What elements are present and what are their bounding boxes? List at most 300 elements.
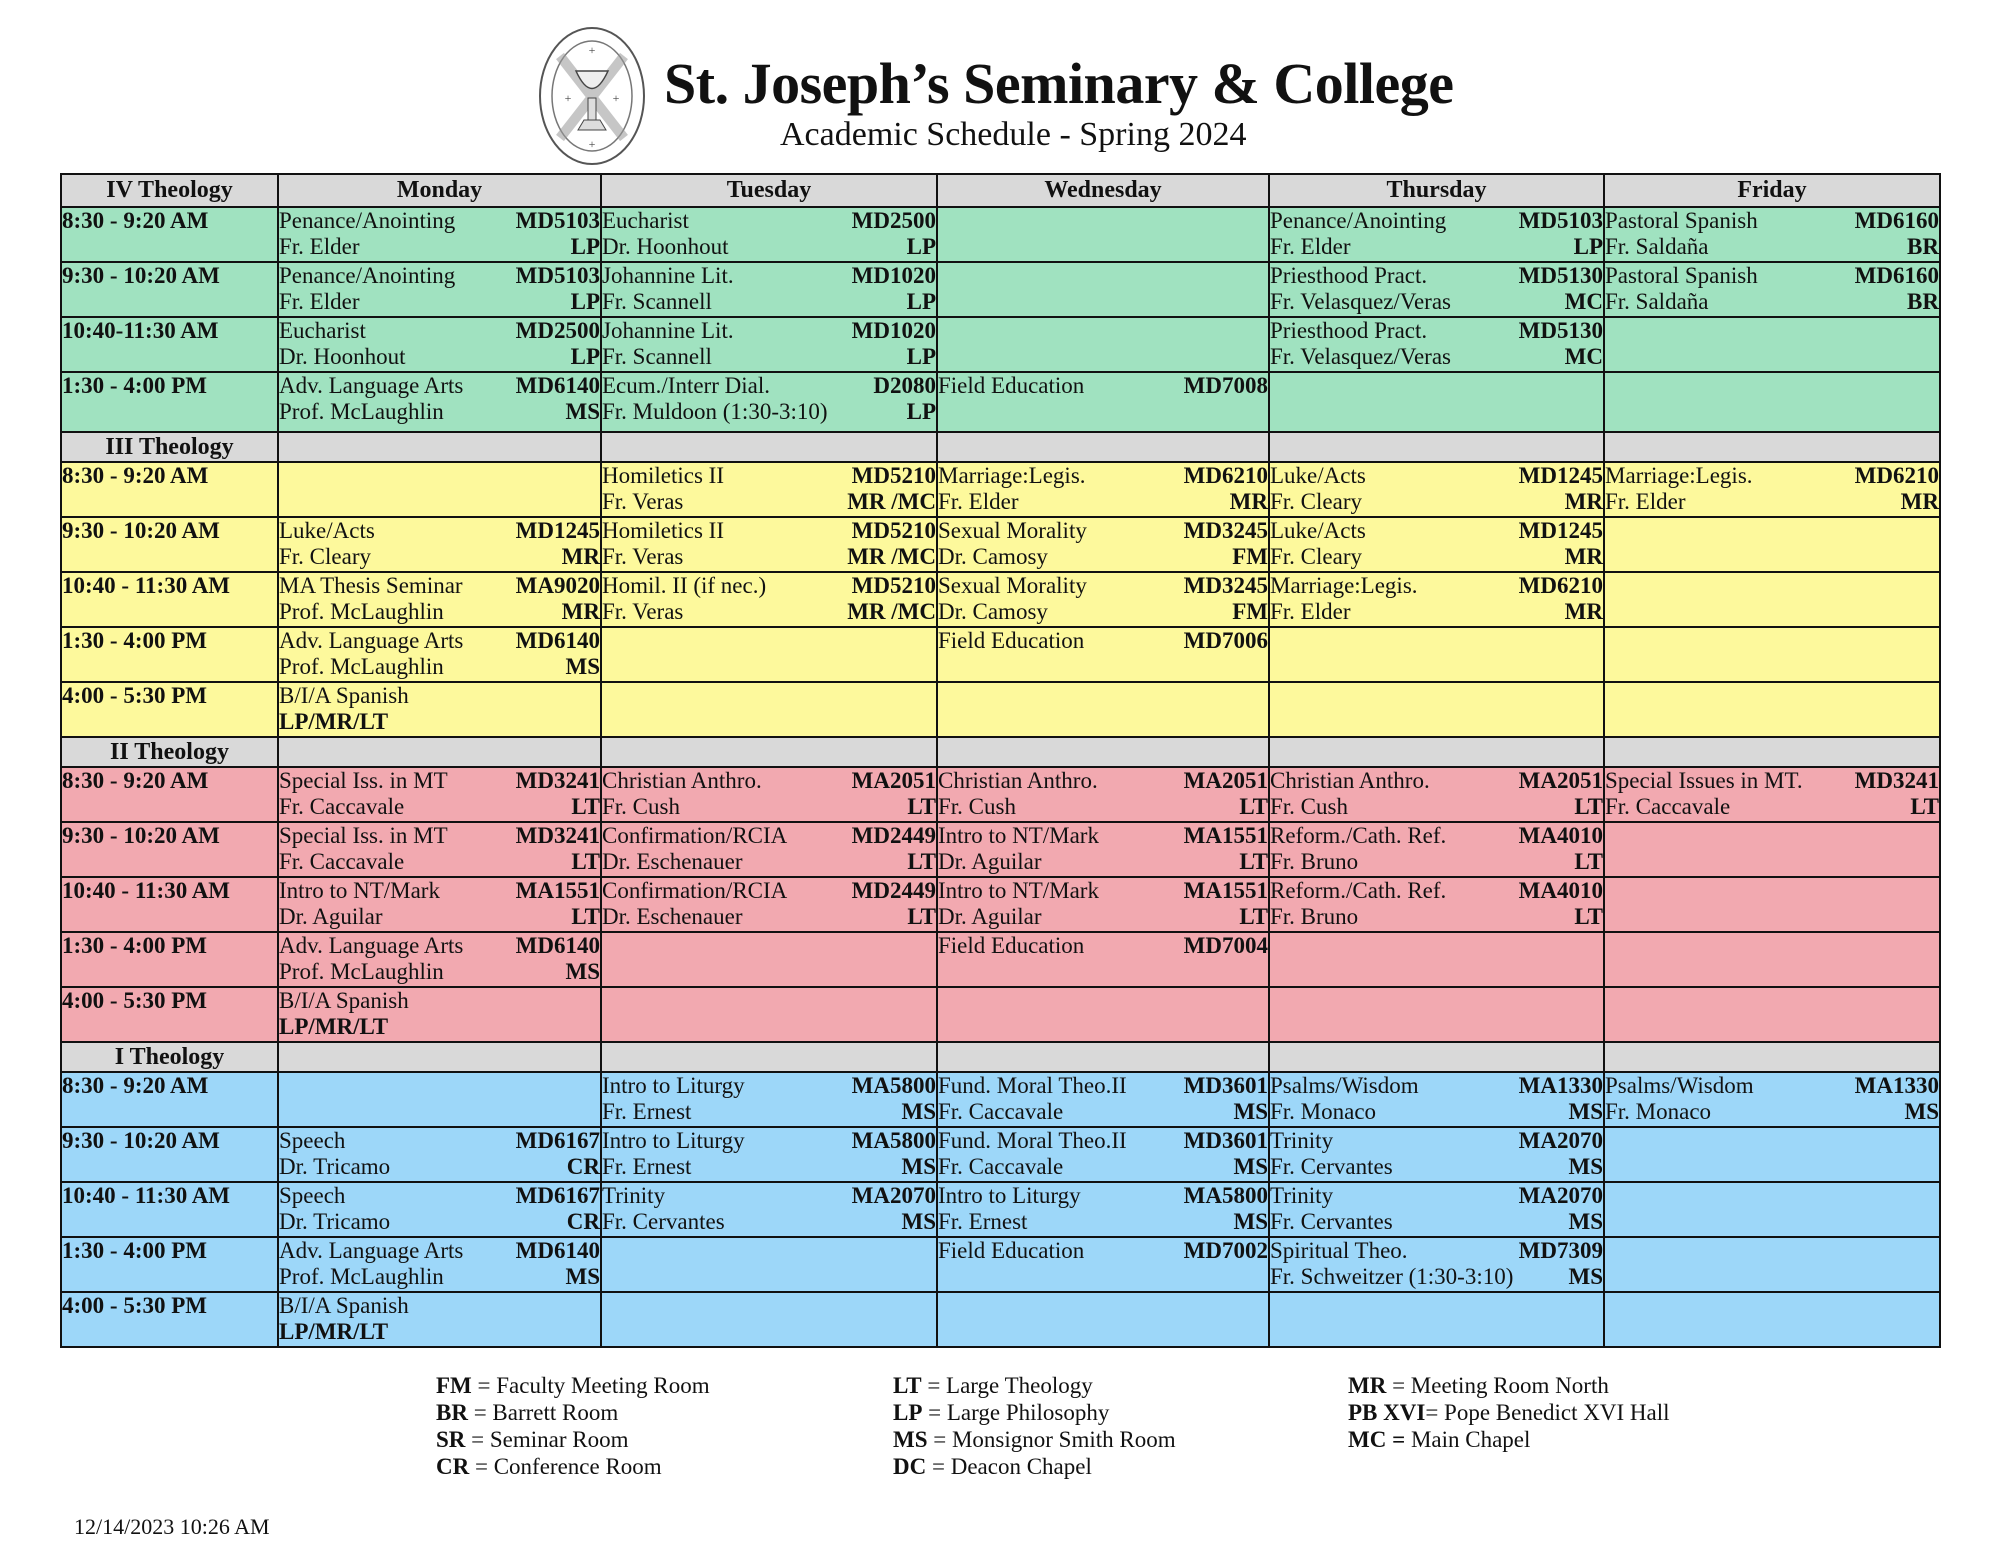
- empty-cell: [601, 987, 937, 1042]
- course-code: MA1551: [1183, 823, 1268, 848]
- room-code: LT: [1910, 794, 1939, 819]
- course-code: MD1020: [851, 318, 936, 343]
- course-code: MD1245: [1518, 463, 1603, 488]
- course-cell: [937, 1182, 1269, 1237]
- course-code: MD1245: [515, 518, 600, 543]
- course-code: MA5800: [1183, 1183, 1268, 1208]
- room-code: MS: [1568, 1154, 1603, 1179]
- instructor-line: [1270, 1209, 1603, 1235]
- course-name: Spiritual Theo.: [1270, 1238, 1408, 1263]
- course-cell: [1269, 822, 1604, 877]
- schedule-table: [60, 173, 1941, 1348]
- time-slot: 8:30 - 9:20 AM: [61, 767, 278, 822]
- room-code: BR: [1907, 234, 1939, 259]
- instructor-name: Fr. Elder: [279, 234, 360, 259]
- instructor-name: Fr. Elder: [1270, 234, 1351, 259]
- instructor-line: [602, 489, 936, 515]
- course-line: [279, 263, 600, 289]
- instructor-line: [602, 399, 936, 425]
- instructor-name: Fr. Bruno: [1270, 904, 1359, 929]
- course-line: [1270, 463, 1603, 489]
- instructor-line: [279, 289, 600, 315]
- course-line: [279, 518, 600, 544]
- section-header-blank: [278, 1042, 601, 1072]
- instructor-name: Fr. Caccavale: [1605, 794, 1731, 819]
- empty-cell: [1269, 1292, 1604, 1347]
- instructor-name: Prof. McLaughlin: [279, 1264, 444, 1289]
- room-code: LP: [1573, 234, 1603, 259]
- course-line: [279, 1128, 600, 1154]
- instructor-line: [279, 849, 600, 875]
- legend-abbr: BR: [436, 1400, 468, 1425]
- instructor-line: [1605, 489, 1939, 515]
- legend-item: [893, 1453, 1176, 1480]
- schedule-row: [61, 572, 1940, 627]
- course-code: MD1245: [1518, 518, 1603, 543]
- instructor-line: [602, 544, 936, 570]
- room-codes: LP/MR/LT: [279, 1014, 389, 1039]
- instructor-name: Dr. Aguilar: [938, 849, 1042, 874]
- instructor-line: [279, 599, 600, 625]
- time-slot: 9:30 - 10:20 AM: [61, 822, 278, 877]
- instructor-name: Prof. McLaughlin: [279, 399, 444, 424]
- room-code: LT: [1574, 849, 1603, 874]
- course-cell: [1604, 262, 1940, 317]
- instructor-line: [1270, 599, 1603, 625]
- course-code: MD7006: [1183, 628, 1268, 653]
- course-code: MD7008: [1183, 373, 1268, 398]
- empty-cell: [278, 462, 601, 517]
- instructor-name: Dr. Camosy: [938, 599, 1048, 624]
- course-name: Special Iss. in MT: [279, 823, 448, 848]
- day-header: Monday: [278, 174, 601, 207]
- course-code: MD5103: [1518, 208, 1603, 233]
- instructor-name: Fr. Velasquez/Veras: [1270, 289, 1451, 314]
- course-line: [1270, 1128, 1603, 1154]
- section-header-row: [61, 432, 1940, 462]
- legend-item: [436, 1399, 710, 1426]
- course-name: Christian Anthro.: [938, 768, 1098, 793]
- instructor-line: [938, 794, 1268, 820]
- instructor-line: [1605, 289, 1939, 315]
- time-slot: 10:40 - 11:30 AM: [61, 877, 278, 932]
- section-header-blank: [1604, 432, 1940, 462]
- instructor-name: Dr. Hoonhout: [279, 344, 406, 369]
- course-code: MD6167: [515, 1128, 600, 1153]
- course-name: Trinity: [1270, 1183, 1334, 1208]
- course-cell: [937, 1127, 1269, 1182]
- room-code: MR: [1564, 599, 1603, 624]
- legend-meaning: = Faculty Meeting Room: [471, 1373, 710, 1398]
- course-cell: [1269, 462, 1604, 517]
- legend-abbr: MC =: [1348, 1427, 1406, 1452]
- course-cell: [278, 1127, 601, 1182]
- instructor-name: Dr. Camosy: [938, 544, 1048, 569]
- instructor-line: [279, 904, 600, 930]
- legend-abbr: LP: [893, 1400, 923, 1425]
- empty-cell: [1269, 932, 1604, 987]
- empty-cell: [1604, 822, 1940, 877]
- time-slot: 4:00 - 5:30 PM: [61, 682, 278, 737]
- course-code: MA5800: [851, 1128, 936, 1153]
- course-cell: [601, 572, 937, 627]
- legend-meaning: = Large Theology: [921, 1373, 1093, 1398]
- course-line: [1270, 1238, 1603, 1264]
- empty-cell: [1604, 1292, 1940, 1347]
- instructor-name: Dr. Aguilar: [279, 904, 383, 929]
- room-code: MS: [565, 654, 600, 679]
- course-line: [279, 208, 600, 234]
- course-line: [279, 1293, 600, 1319]
- instructor-name: Fr. Cleary: [279, 544, 371, 569]
- course-name: Speech: [279, 1183, 346, 1208]
- course-code: MD5210: [851, 518, 936, 543]
- course-name: Confirmation/RCIA: [602, 878, 788, 903]
- instructor-line: [602, 599, 936, 625]
- course-cell: [937, 572, 1269, 627]
- room-code: MC: [1564, 344, 1603, 369]
- schedule-row: [61, 1237, 1940, 1292]
- course-cell: [601, 822, 937, 877]
- svg-text:+: +: [588, 137, 596, 151]
- schedule-row: [61, 682, 1940, 737]
- course-name: Adv. Language Arts: [279, 933, 464, 958]
- course-cell: [601, 517, 937, 572]
- room-code: LP: [570, 344, 600, 369]
- instructor-line: [1270, 489, 1603, 515]
- legend-column-3: [1348, 1372, 1670, 1453]
- room-code: MR: [1900, 489, 1939, 514]
- course-name: Field Education: [938, 933, 1085, 958]
- course-code: MD7002: [1183, 1238, 1268, 1263]
- instructor-line: [1270, 344, 1603, 370]
- course-cell: [1269, 1127, 1604, 1182]
- room-code: MS: [901, 1209, 936, 1234]
- room-codes: LP/MR/LT: [279, 709, 389, 734]
- empty-cell: [1604, 1182, 1940, 1237]
- empty-cell: [1269, 372, 1604, 432]
- schedule-row: [61, 517, 1940, 572]
- instructor-line: [602, 849, 936, 875]
- instructor-line: [938, 599, 1268, 625]
- course-line: [1270, 573, 1603, 599]
- legend-meaning: = Monsignor Smith Room: [927, 1427, 1176, 1452]
- course-cell: [937, 372, 1269, 432]
- instructor-line: [279, 1154, 600, 1180]
- section-header-row: [61, 174, 1940, 207]
- instructor-line: [1270, 849, 1603, 875]
- course-code: MA4010: [1518, 823, 1603, 848]
- legend-column-2: [893, 1372, 1176, 1480]
- course-line: [602, 1128, 936, 1154]
- course-cell: [278, 627, 601, 682]
- instructor-name: Fr. Scannell: [602, 344, 712, 369]
- time-slot: 1:30 - 4:00 PM: [61, 372, 278, 432]
- room-code: LT: [571, 794, 600, 819]
- course-line: [938, 933, 1268, 959]
- course-code: MD6210: [1518, 573, 1603, 598]
- course-line: [279, 988, 600, 1014]
- instructor-line: [279, 1209, 600, 1235]
- instructor-line: [1270, 544, 1603, 570]
- course-name: Johannine Lit.: [602, 263, 734, 288]
- course-cell: [278, 877, 601, 932]
- section-header-blank: [601, 432, 937, 462]
- course-name: Priesthood Pract.: [1270, 318, 1428, 343]
- course-cell: [937, 822, 1269, 877]
- course-line: [279, 1183, 600, 1209]
- course-line: [602, 823, 936, 849]
- room-code: LP: [570, 289, 600, 314]
- course-code: MA5800: [851, 1073, 936, 1098]
- course-line: [279, 823, 600, 849]
- course-name: Penance/Anointing: [279, 208, 456, 233]
- room-code: LT: [1239, 849, 1268, 874]
- course-code: MD6160: [1854, 263, 1939, 288]
- instructor-line: [602, 1099, 936, 1125]
- time-slot: 4:00 - 5:30 PM: [61, 987, 278, 1042]
- instructor-line: [279, 399, 600, 425]
- course-code: MD2449: [851, 823, 936, 848]
- course-cell: [278, 987, 601, 1042]
- empty-cell: [937, 262, 1269, 317]
- course-cell: [1269, 317, 1604, 372]
- course-line: [602, 573, 936, 599]
- course-line: [602, 1073, 936, 1099]
- course-name: Intro to Liturgy: [602, 1073, 745, 1098]
- course-line: [938, 573, 1268, 599]
- legend-item: [436, 1372, 710, 1399]
- instructor-line: [1270, 794, 1603, 820]
- course-name: Intro to Liturgy: [602, 1128, 745, 1153]
- room-code: MS: [901, 1099, 936, 1124]
- day-header: Thursday: [1269, 174, 1604, 207]
- empty-cell: [1604, 1127, 1940, 1182]
- course-code: MA2070: [1518, 1128, 1603, 1153]
- room-code: MS: [565, 959, 600, 984]
- room-code: LT: [907, 849, 936, 874]
- course-line: [602, 208, 936, 234]
- course-name: Psalms/Wisdom: [1270, 1073, 1419, 1098]
- course-code: MA2070: [1518, 1183, 1603, 1208]
- time-slot: 8:30 - 9:20 AM: [61, 1072, 278, 1127]
- section-header-blank: [937, 1042, 1269, 1072]
- course-line: [1270, 878, 1603, 904]
- course-line: [938, 1073, 1268, 1099]
- course-name: Homil. II (if nec.): [602, 573, 767, 598]
- section-header-row: [61, 1042, 1940, 1072]
- instructor-name: Fr. Cush: [938, 794, 1016, 819]
- course-name: Christian Anthro.: [602, 768, 762, 793]
- course-cell: [937, 932, 1269, 987]
- instructor-line: [602, 344, 936, 370]
- room-code: MS: [1568, 1264, 1603, 1289]
- room-codes: LP/MR/LT: [279, 1319, 389, 1344]
- instructor-line: [1270, 904, 1603, 930]
- instructor-name: Fr. Muldoon (1:30-3:10): [602, 399, 828, 424]
- document-header: [0, 0, 2000, 170]
- course-cell: [278, 572, 601, 627]
- course-line: [602, 373, 936, 399]
- course-name: Psalms/Wisdom: [1605, 1073, 1754, 1098]
- time-slot: 8:30 - 9:20 AM: [61, 207, 278, 262]
- schedule-row: [61, 932, 1940, 987]
- course-name: Speech: [279, 1128, 346, 1153]
- instructor-line: [938, 1099, 1268, 1125]
- course-cell: [601, 1182, 937, 1237]
- course-name: Johannine Lit.: [602, 318, 734, 343]
- empty-cell: [1269, 987, 1604, 1042]
- time-slot: 4:00 - 5:30 PM: [61, 1292, 278, 1347]
- legend-item: [893, 1399, 1176, 1426]
- course-cell: [937, 627, 1269, 682]
- instructor-name: Fr. Cush: [1270, 794, 1348, 819]
- instructor-line: [1270, 1099, 1603, 1125]
- instructor-line: [602, 289, 936, 315]
- course-line: [1270, 1073, 1603, 1099]
- instructor-name: Fr. Caccavale: [938, 1154, 1064, 1179]
- room-code: MR: [1564, 489, 1603, 514]
- empty-cell: [278, 1072, 601, 1127]
- instructor-line: [938, 544, 1268, 570]
- course-code: MA4010: [1518, 878, 1603, 903]
- course-line: [279, 933, 600, 959]
- section-header-blank: [1269, 432, 1604, 462]
- course-code: MA1330: [1518, 1073, 1603, 1098]
- legend-meaning: = Meeting Room North: [1386, 1373, 1609, 1398]
- instructor-name: Fr. Cleary: [1270, 544, 1362, 569]
- course-name: Special Iss. in MT: [279, 768, 448, 793]
- course-name: Intro to Liturgy: [938, 1183, 1081, 1208]
- course-code: MD3601: [1183, 1128, 1268, 1153]
- instructor-name: Dr. Eschenauer: [602, 849, 743, 874]
- course-line: [1270, 208, 1603, 234]
- legend-meaning: = Barrett Room: [467, 1400, 619, 1425]
- course-line: [1605, 768, 1939, 794]
- empty-cell: [1604, 372, 1940, 432]
- course-name: Luke/Acts: [1270, 518, 1366, 543]
- course-line: [279, 1238, 600, 1264]
- legend-abbr: DC: [893, 1454, 927, 1479]
- course-cell: [278, 1292, 601, 1347]
- course-line: [1605, 208, 1939, 234]
- instructor-name: Fr. Bruno: [1270, 849, 1359, 874]
- room-code: LP: [570, 234, 600, 259]
- instructor-line: [1270, 289, 1603, 315]
- course-code: MA2051: [1183, 768, 1268, 793]
- room-code: LP: [906, 234, 936, 259]
- instructor-name: Fr. Elder: [938, 489, 1019, 514]
- course-line: [938, 1128, 1268, 1154]
- course-cell: [278, 932, 601, 987]
- instructor-name: Fr. Caccavale: [279, 849, 405, 874]
- section-header-blank: [1604, 737, 1940, 767]
- instructor-name: Fr. Saldaña: [1605, 289, 1709, 314]
- course-line: [938, 518, 1268, 544]
- time-slot: 1:30 - 4:00 PM: [61, 627, 278, 682]
- instructor-line: [938, 489, 1268, 515]
- instructor-name: Fr. Monaco: [1270, 1099, 1377, 1124]
- section-header-blank: [601, 737, 937, 767]
- empty-cell: [1604, 932, 1940, 987]
- instructor-line: [938, 1209, 1268, 1235]
- instructor-name: Fr. Ernest: [938, 1209, 1028, 1234]
- legend-meaning: = Seminar Room: [465, 1427, 629, 1452]
- course-name: Luke/Acts: [279, 518, 375, 543]
- section-header-blank: [278, 432, 601, 462]
- course-name: Eucharist: [279, 318, 366, 343]
- day-header: Wednesday: [937, 174, 1269, 207]
- room-code: MS: [1233, 1099, 1268, 1124]
- day-header: Friday: [1604, 174, 1940, 207]
- instructor-name: Prof. McLaughlin: [279, 959, 444, 984]
- empty-cell: [1269, 682, 1604, 737]
- course-cell: [1269, 572, 1604, 627]
- room-code: MR /MC: [847, 599, 936, 624]
- course-code: MD3241: [515, 823, 600, 848]
- room-code: MC: [1564, 289, 1603, 314]
- legend-meaning: = Deacon Chapel: [926, 1454, 1092, 1479]
- time-slot: 1:30 - 4:00 PM: [61, 932, 278, 987]
- course-cell: [601, 317, 937, 372]
- course-name: Luke/Acts: [1270, 463, 1366, 488]
- instructor-line: [279, 1264, 600, 1290]
- svg-text:+: +: [564, 91, 572, 105]
- course-cell: [937, 517, 1269, 572]
- course-line: [1605, 263, 1939, 289]
- course-name: Intro to NT/Mark: [279, 878, 440, 903]
- page-subtitle: Academic Schedule - Spring 2024: [780, 116, 1247, 153]
- time-slot: 9:30 - 10:20 AM: [61, 517, 278, 572]
- room-code: MS: [1568, 1209, 1603, 1234]
- legend-column-1: [436, 1372, 710, 1480]
- instructor-line: [602, 904, 936, 930]
- course-line: [1270, 768, 1603, 794]
- instructor-name: Fr. Veras: [602, 489, 684, 514]
- course-line: [1605, 1073, 1939, 1099]
- course-cell: [278, 262, 601, 317]
- course-line: [938, 628, 1268, 654]
- course-line: [602, 518, 936, 544]
- course-name: Pastoral Spanish: [1605, 208, 1758, 233]
- instructor-name: Fr. Elder: [1270, 599, 1351, 624]
- room-code: LT: [571, 904, 600, 929]
- course-cell: [278, 317, 601, 372]
- empty-cell: [1604, 317, 1940, 372]
- legend-abbr: MR: [1348, 1373, 1387, 1398]
- course-code: MD5210: [851, 573, 936, 598]
- course-cell: [937, 1237, 1269, 1292]
- instructor-name: Dr. Aguilar: [938, 904, 1042, 929]
- legend-meaning: = Pope Benedict XVI Hall: [1425, 1400, 1670, 1425]
- course-cell: [601, 1127, 937, 1182]
- course-name: B/I/A Spanish: [279, 683, 409, 708]
- legend-abbr: MS: [893, 1427, 928, 1452]
- time-slot: 8:30 - 9:20 AM: [61, 462, 278, 517]
- section-header-blank: [937, 737, 1269, 767]
- course-line: [938, 463, 1268, 489]
- course-name: B/I/A Spanish: [279, 988, 409, 1013]
- instructor-name: Fr. Saldaña: [1605, 234, 1709, 259]
- empty-cell: [601, 627, 937, 682]
- instructor-line: [602, 1209, 936, 1235]
- instructor-name: Fr. Ernest: [602, 1099, 692, 1124]
- schedule-row: [61, 822, 1940, 877]
- course-name: Trinity: [602, 1183, 666, 1208]
- course-cell: [1269, 517, 1604, 572]
- instructor-name: Fr. Monaco: [1605, 1099, 1712, 1124]
- course-cell: [937, 1072, 1269, 1127]
